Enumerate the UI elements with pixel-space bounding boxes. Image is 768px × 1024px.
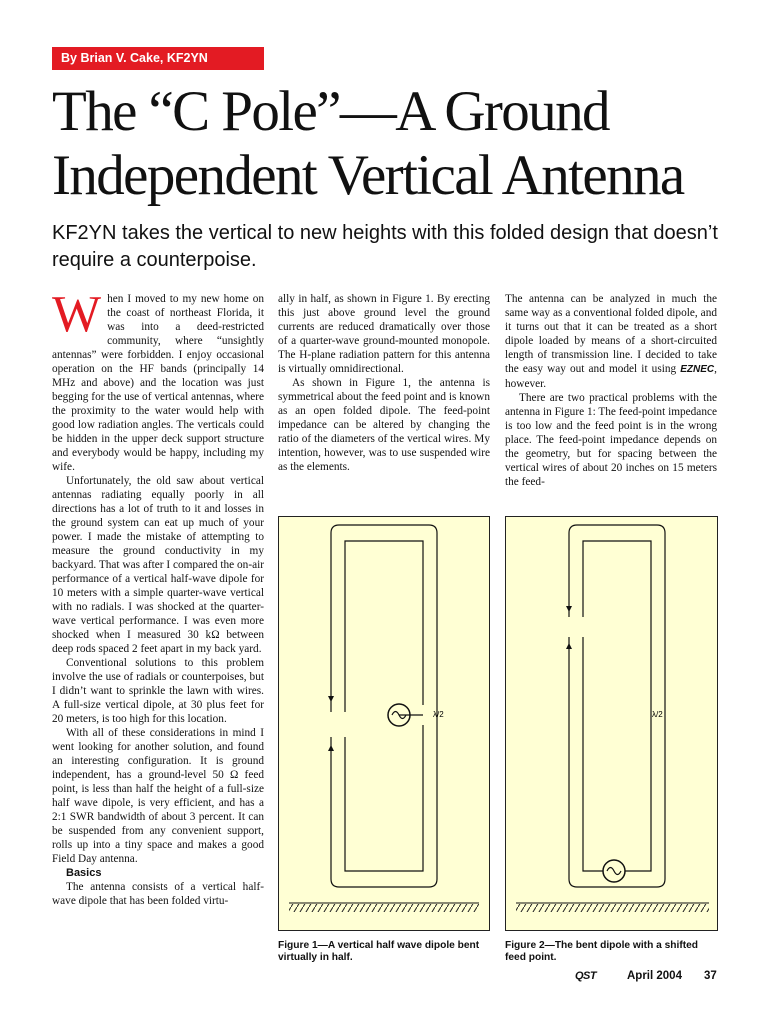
figure-1 bbox=[278, 516, 490, 931]
ground-hatch bbox=[289, 904, 479, 912]
article-title: The “C Pole”—A Ground Independent Vertical Antenna bbox=[52, 80, 684, 207]
drop-cap: W bbox=[52, 286, 102, 343]
figure-2-diagram bbox=[506, 517, 719, 932]
figure-1-diagram bbox=[279, 517, 491, 932]
paragraph-8-text-a: The antenna can be analyzed in much the same way as a conventional folded dipole, and it turns out that it can be treated as a short dipole loaded by means of a short-circuited length of transmission line. I decided to take the easy way out and model it using bbox=[505, 293, 717, 375]
paragraph-8-text-b: , however. bbox=[505, 363, 717, 390]
current-arrow-down bbox=[566, 606, 572, 612]
current-arrow-up bbox=[566, 643, 572, 649]
ground-hatch bbox=[516, 904, 709, 912]
figure-2 bbox=[505, 516, 718, 931]
eznec-software-name: EZNEC bbox=[680, 364, 715, 375]
section-heading-basics: Basics bbox=[66, 867, 102, 879]
byline: By Brian V. Cake, KF2YN bbox=[52, 47, 264, 70]
current-arrow-up bbox=[328, 745, 334, 751]
current-arrow-down bbox=[328, 696, 334, 702]
half-wave-label: λ/2 bbox=[433, 710, 444, 719]
paragraph-9: There are two practical problems with the antenna in Figure 1: The feed-point impedance is too low and the feed point is in the wrong place. The feed-point impedance depends on the geometry, but for spacing between the vertical wires of about 20 inches on 15 meters the feed- bbox=[505, 392, 717, 488]
figure-1-caption: Figure 1—A vertical half wave dipole bent virtually in half. bbox=[278, 940, 480, 963]
figure-2-caption: Figure 2—The bent dipole with a shifted feed point. bbox=[505, 940, 699, 963]
paragraph-1 bbox=[52, 286, 264, 474]
text-column-2 bbox=[278, 292, 490, 474]
page-number: 37 bbox=[704, 970, 717, 982]
antenna-inner-wire bbox=[583, 541, 651, 871]
text-column-3 bbox=[505, 292, 717, 489]
paragraph-2: Unfortunately, the old saw about vertical antennas radiating equally poorly in all directions has a lot of truth to it and losses in the ground system can eat up much of your power. I made the mistake of attempting to measure the ground conductivity in my backyard. That was after I compared the on-air performance of a vertical half-wave dipole for 10 meters with a simple quarter-wave vertical with no radials. I was shocked at the quarter-wave vertical performance. I was even more shocked when I measured 30 kΩ between deep rods spaced 2 feet apart in my back yard. bbox=[52, 475, 264, 655]
paragraph-1-text: hen I moved to my new home on the coast of northeast Florida, it was into a deed-restricted community, where “unsightly antennas” were forbidden. I enjoy occasional operation on the HF bands (principally 14 MHz and above) and the location was just begging for the use of vertical antennas, where the proximity to the water would help with good low radiation angles. The verticals could be hidden in the upper deck support structure and everybody would be happy, including my wife. bbox=[52, 293, 264, 473]
paragraph-4: With all of these considerations in mind I went looking for another solution, and found an interesting configuration. It is ground independent, has a ground-level 50 Ω feed point, is less than half the height of a full-size half wave dipole, is very efficient, and has a 2:1 SWR bandwidth of about 3 percent. It can be suspended from any convenient support, rolls up into a tiny space and makes a good Field Day antenna. bbox=[52, 727, 264, 865]
text-column-1 bbox=[52, 286, 264, 972]
antenna-inner-wire bbox=[345, 541, 423, 871]
paragraph-8 bbox=[505, 292, 717, 391]
paragraph-6: ally in half, as shown in Figure 1. By erecting this just above ground level the ground currents are reduced dramatically over those of a quarter-wave ground-mounted monopole. The H-plane radiation pattern for this antenna is virtually omnidirectional. bbox=[278, 293, 490, 375]
half-wave-label: λ/2 bbox=[652, 710, 663, 719]
magazine-logo: QST bbox=[575, 970, 597, 982]
article-subtitle: KF2YN takes the vertical to new heights with this folded design that doesn’t require a counterpoise. bbox=[52, 222, 718, 271]
issue-date: April 2004 bbox=[627, 970, 682, 982]
paragraph-3: Conventional solutions to this problem involve the use of radials or counterpoises, but I didn’t want to sprinkle the lawn with wires. A full-size vertical dipole, at 30 plus feet for 20 meters, is too high for this location. bbox=[52, 657, 264, 725]
antenna-outer-wire bbox=[331, 525, 437, 887]
paragraph-7: As shown in Figure 1, the antenna is symmetrical about the feed point and is known as an open folded dipole. The feed-point impedance can be altered by changing the ratio of the diameters of the vertical wires. My intention, however, was to use suspended wire as the elements. bbox=[278, 377, 490, 473]
paragraph-5: The antenna consists of a vertical half-wave dipole that has been folded virtu- bbox=[52, 881, 264, 907]
